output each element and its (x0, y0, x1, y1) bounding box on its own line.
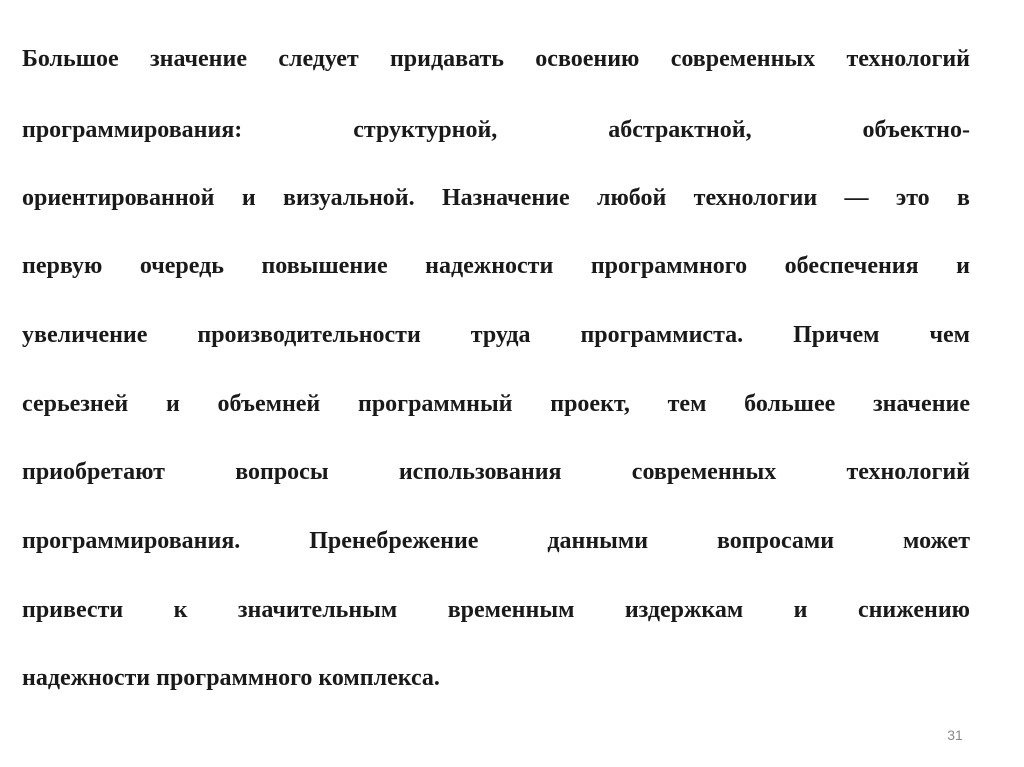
paragraph-line-5: увеличение производительности труда программиста. Причем чем (22, 322, 970, 348)
paragraph-line-7: приобретают вопросы использования современных технологий (22, 459, 970, 485)
page-number: 31 (947, 727, 963, 743)
paragraph-line-10: надежности программного комплекса. (22, 665, 440, 691)
paragraph-line-9: привести к значительным временным издержкам и снижению (22, 597, 970, 623)
paragraph-line-1: Большое значение следует придавать освоению современных технологий (22, 46, 970, 72)
paragraph-line-3: ориентированной и визуальной. Назначение любой технологии — это в (22, 185, 970, 211)
paragraph-line-4: первую очередь повышение надежности программного обеспечения и (22, 253, 970, 279)
paragraph-line-2: программирования: структурной, абстрактной, объектно- (22, 117, 970, 143)
paragraph-line-6: серьезней и объемней программный проект, тем большее значение (22, 391, 970, 417)
paragraph-line-8: программирования. Пренебрежение данными вопросами может (22, 528, 970, 554)
